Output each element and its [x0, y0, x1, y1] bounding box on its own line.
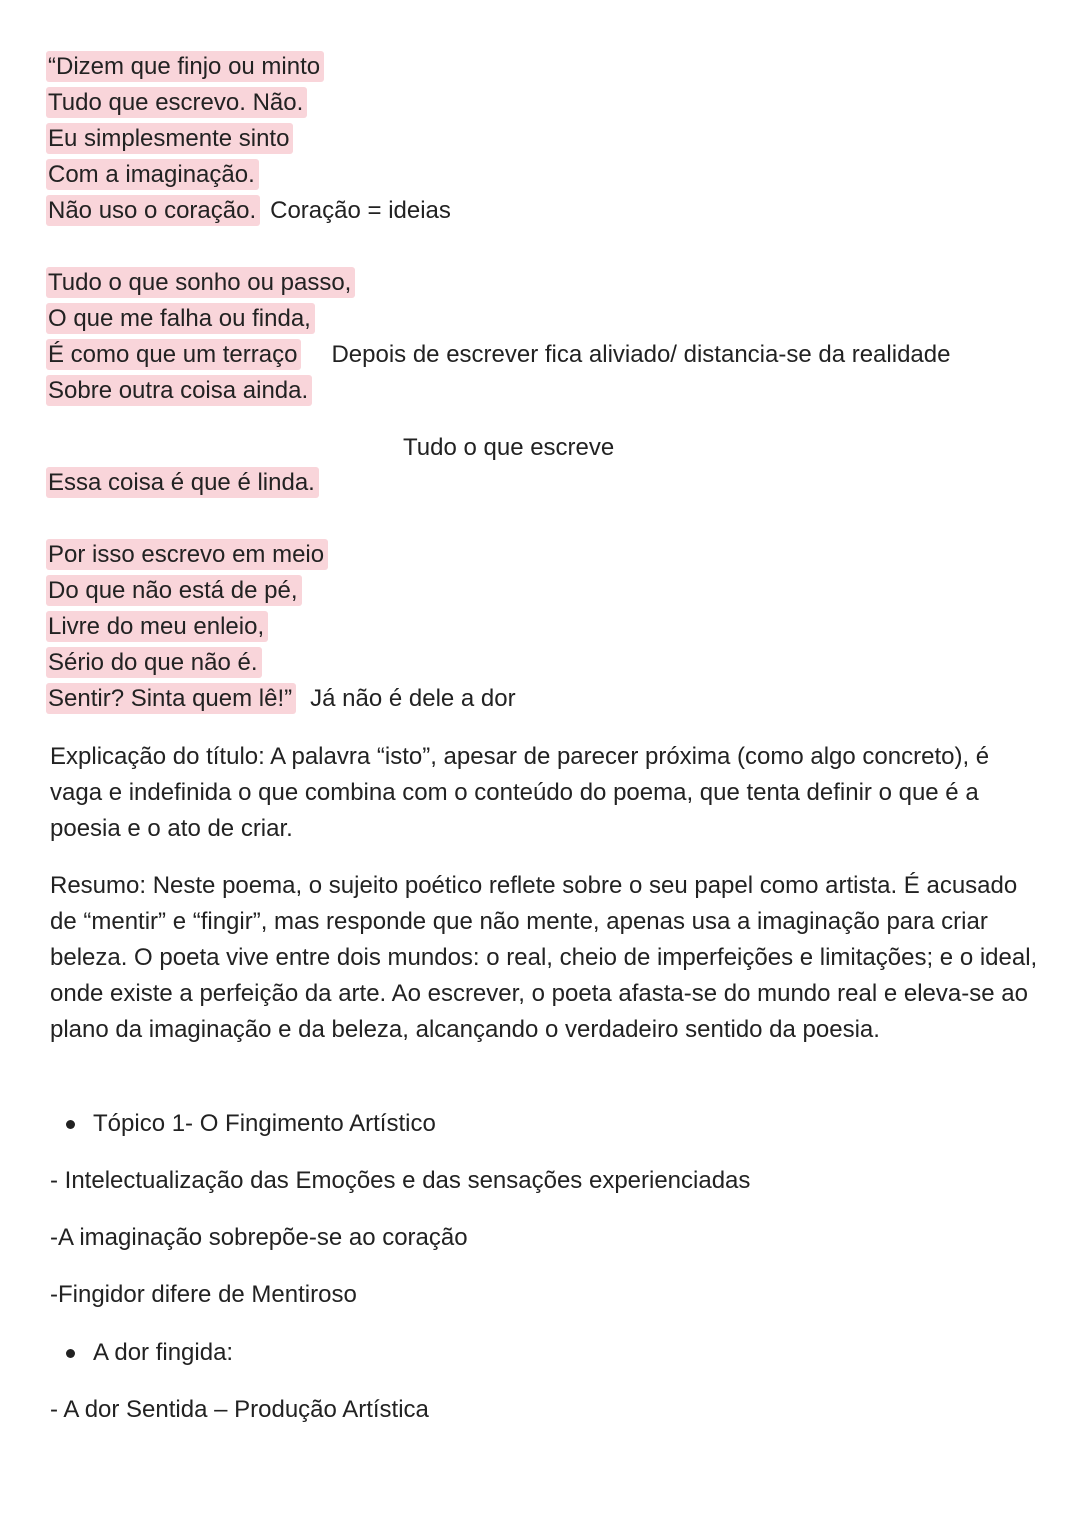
- poem-line: [50, 265, 355, 301]
- poem-line: [50, 609, 268, 645]
- bullet-text: A dor fingida:: [93, 1339, 234, 1366]
- highlighted-text: Tudo que escrevo. Não.: [46, 87, 307, 118]
- bullet-icon: [66, 1120, 75, 1129]
- bullet-icon: [66, 1349, 75, 1358]
- list-item: -Fingidor difere de Mentiroso: [50, 1281, 357, 1308]
- highlighted-text: Essa coisa é que é linda.: [46, 467, 319, 498]
- poem-line: [50, 373, 312, 409]
- list-item: - A dor Sentida – Produção Artística: [50, 1396, 429, 1423]
- poem-line: [50, 49, 324, 85]
- poem-line: [50, 681, 516, 717]
- poem-line: [50, 301, 315, 337]
- highlighted-text: É como que um terraço: [46, 339, 301, 370]
- annotation: Já não é dele a dor: [310, 685, 516, 712]
- highlighted-text: Com a imaginação.: [46, 159, 259, 190]
- bullet-item: [66, 1106, 436, 1142]
- poem-line: [50, 573, 302, 609]
- highlighted-text: Tudo o que sonho ou passo,: [46, 267, 355, 298]
- poem-line: [50, 465, 319, 501]
- bullet-text: Tópico 1- O Fingimento Artístico: [93, 1110, 436, 1137]
- poem-line: [50, 537, 328, 573]
- poem-line: [50, 193, 451, 229]
- poem-line: [50, 157, 259, 193]
- highlighted-text: Sentir? Sinta quem lê!”: [46, 683, 296, 714]
- highlighted-text: “Dizem que finjo ou minto: [46, 51, 324, 82]
- poem-line: [50, 85, 307, 121]
- bullet-item: [66, 1335, 233, 1371]
- highlighted-text: Por isso escrevo em meio: [46, 539, 328, 570]
- list-item: -A imaginação sobrepõe-se ao coração: [50, 1224, 468, 1251]
- poem-line: [50, 645, 262, 681]
- annotation: Coração = ideias: [270, 197, 451, 224]
- highlighted-text: Sério do que não é.: [46, 647, 262, 678]
- highlighted-text: Sobre outra coisa ainda.: [46, 375, 312, 406]
- poem-line: [50, 337, 950, 373]
- poem-line: [50, 121, 293, 157]
- annotation: Depois de escrever fica aliviado/ distancia-se da realidade: [331, 341, 951, 368]
- summary: Resumo: Neste poema, o sujeito poético reflete sobre o seu papel como artista. É acusado de “mentir” e “fingir”, mas responde que não mente, apenas usa a imaginação para criar beleza. O poeta vive entre dois mundos: o real, cheio de imperfeições e limitações; e o ideal, onde existe a perfeição da arte. Ao escrever, o poeta afasta-se do mundo real e eleva-se ao plano da imaginação e da beleza, alcançando o verdadeiro sentido da poesia.: [50, 872, 1038, 1043]
- highlighted-text: Não uso o coração.: [46, 195, 260, 226]
- title-explanation: Explicação do título: A palavra “isto”, apesar de parecer próxima (como algo concreto), é vaga e indefinida o que combina com o conteúdo do poema, que tenta definir o que é a poesia e o ato de criar.: [50, 743, 990, 842]
- highlighted-text: Do que não está de pé,: [46, 575, 302, 606]
- list-item: - Intelectualização das Emoções e das sensações experienciadas: [50, 1167, 751, 1194]
- annotation: Tudo o que escreve: [403, 434, 615, 461]
- highlighted-text: Eu simplesmente sinto: [46, 123, 293, 154]
- highlighted-text: O que me falha ou finda,: [46, 303, 315, 334]
- highlighted-text: Livre do meu enleio,: [46, 611, 268, 642]
